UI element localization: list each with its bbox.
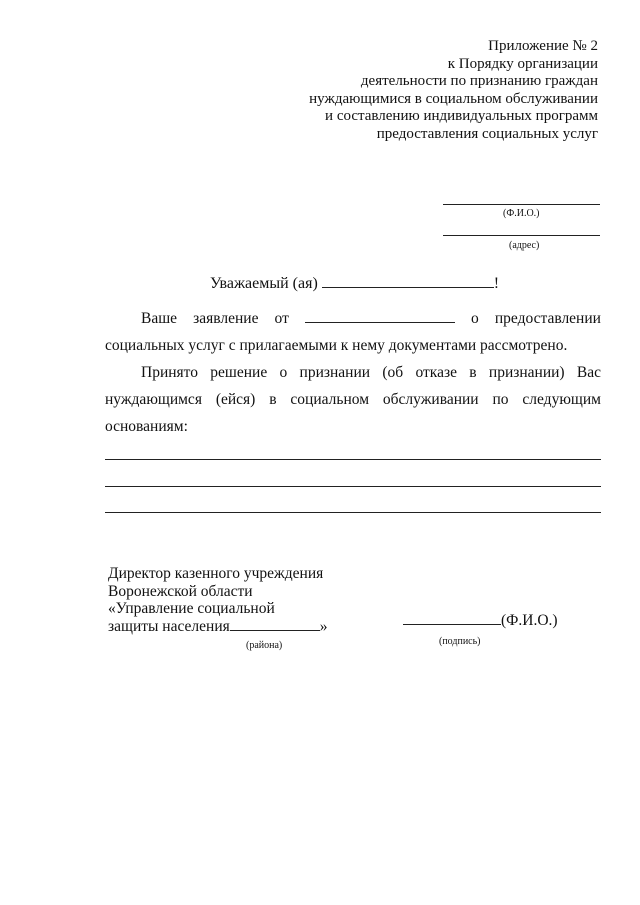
- signature-sign-line: [403, 612, 558, 630]
- signature-prefix: защиты населения: [108, 617, 230, 635]
- reason-line: [105, 459, 601, 460]
- decision-line-2: [105, 386, 601, 413]
- word: обслуживании: [382, 391, 479, 408]
- reason-line: [105, 512, 601, 513]
- appendix-line: предоставления социальных услуг: [376, 125, 598, 142]
- salutation: [210, 273, 499, 293]
- word: отказе: [415, 364, 457, 381]
- recipient-fio-line: [443, 204, 600, 205]
- word: по: [492, 391, 509, 408]
- appendix-line: и составлению индивидуальных программ: [325, 108, 598, 125]
- sign-caption: (подпись): [439, 636, 481, 647]
- word: в: [269, 391, 277, 408]
- word: признании: [299, 364, 371, 381]
- appendix-line: деятельности по признанию граждан: [360, 73, 598, 90]
- word: нуждающимся: [105, 391, 202, 408]
- signature-last-line: [108, 618, 328, 636]
- recipient-fio-caption: (Ф.И.О.): [503, 208, 540, 219]
- word: признании): [488, 364, 565, 381]
- district-blank: [230, 618, 320, 631]
- word: о: [279, 364, 288, 381]
- signature-fio: (Ф.И.О.): [501, 612, 558, 629]
- reason-line: [105, 486, 601, 487]
- recipient-address-line: [443, 235, 600, 236]
- word: (ейся): [215, 391, 256, 408]
- signature-blank: [403, 612, 501, 625]
- salutation-text: Уважаемый (ая): [210, 275, 318, 292]
- signature-suffix: »: [319, 617, 328, 635]
- word: решение: [210, 364, 268, 381]
- word: следующим: [522, 391, 601, 408]
- appendix-header: [309, 38, 598, 144]
- word: от: [274, 310, 289, 327]
- salutation-name-blank: [322, 273, 494, 288]
- appendix-line: нуждающимися в социальном обслуживании: [309, 90, 598, 107]
- application-line-2: социальных услуг с прилагаемыми к нему документами рассмотрено.: [105, 337, 568, 354]
- word: социальном: [290, 391, 370, 408]
- word: Принято: [141, 364, 198, 381]
- signature-block: [108, 565, 328, 635]
- word: заявление: [193, 310, 259, 327]
- district-caption: (района): [246, 640, 283, 651]
- application-line-1: [105, 305, 601, 332]
- word: (об: [382, 364, 404, 381]
- signature-line: Воронежской области: [108, 582, 253, 600]
- word: о: [471, 310, 479, 327]
- appendix-line: Приложение № 2: [488, 38, 598, 54]
- application-paragraph: [105, 305, 601, 359]
- word: в: [469, 364, 477, 381]
- word: Вас: [576, 364, 601, 381]
- application-date-blank: [305, 310, 455, 323]
- appendix-line: к Порядку организации: [447, 55, 598, 72]
- signature-line: Директор казенного учреждения: [108, 565, 324, 582]
- recipient-address-caption: (адрес): [509, 240, 540, 251]
- word: Ваше: [141, 310, 178, 327]
- salutation-end-mark: !: [493, 275, 500, 292]
- decision-paragraph: [105, 359, 601, 440]
- word: предоставлении: [494, 310, 601, 327]
- decision-line-3: основаниям:: [105, 418, 188, 435]
- decision-line-1: [105, 359, 601, 386]
- signature-line: «Управление социальной: [108, 600, 275, 617]
